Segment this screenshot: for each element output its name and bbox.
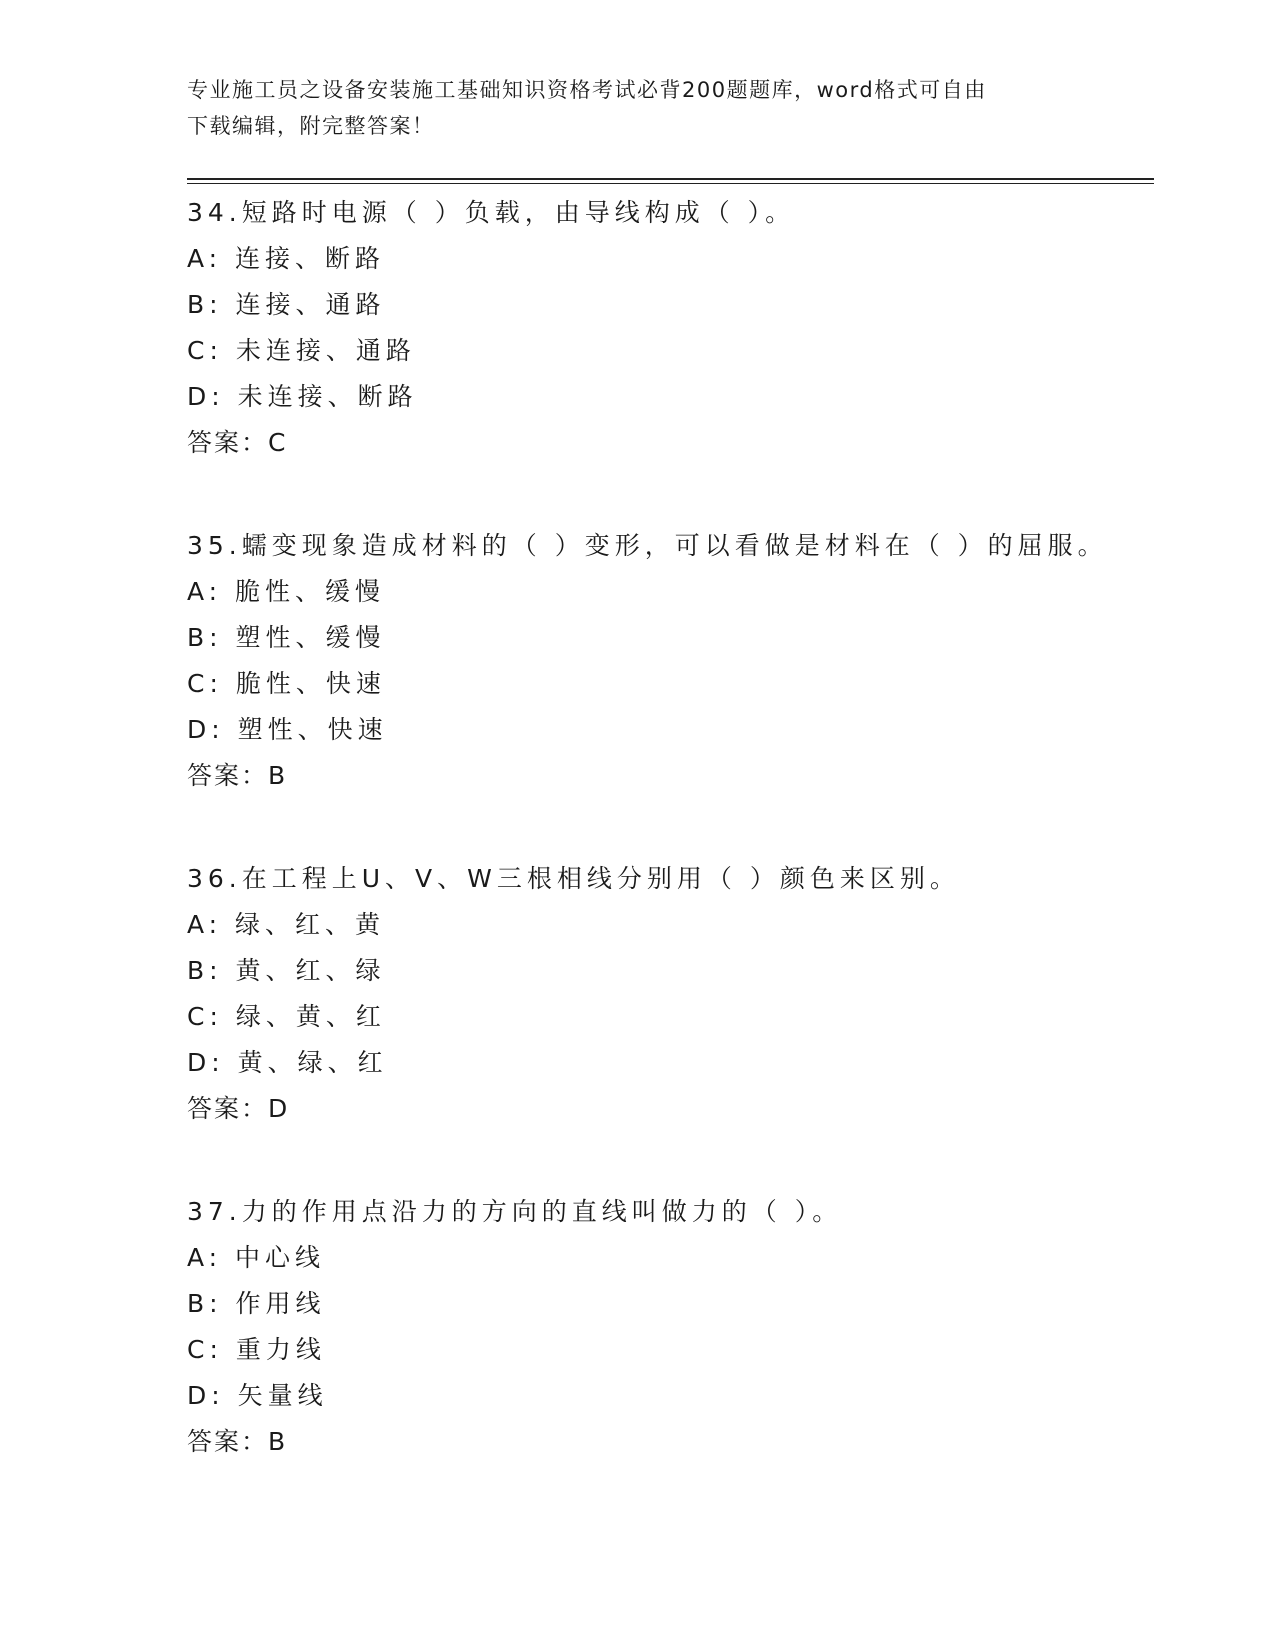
option-c: C: 脆性、快速 bbox=[187, 669, 386, 698]
question-36 bbox=[187, 856, 1147, 1132]
option-d: D: 未连接、断路 bbox=[187, 382, 418, 411]
answer-line: 答案：C bbox=[187, 428, 288, 457]
option-c: C: 绿、黄、红 bbox=[187, 1002, 386, 1031]
question-35 bbox=[187, 523, 1147, 799]
answer-line: 答案：D bbox=[187, 1094, 290, 1123]
header-divider-thin bbox=[187, 183, 1154, 184]
header-divider-thick bbox=[187, 178, 1154, 180]
question-stem: 37.力的作用点沿力的方向的直线叫做力的（ ）。 bbox=[187, 1197, 843, 1226]
option-a: A: 脆性、缓慢 bbox=[187, 577, 386, 606]
answer-line: 答案：B bbox=[187, 761, 288, 790]
option-a: A: 中心线 bbox=[187, 1243, 326, 1272]
option-d: D: 矢量线 bbox=[187, 1381, 328, 1410]
question-stem: 36.在工程上U、V、W三根相线分别用（ ）颜色来区别。 bbox=[187, 864, 960, 893]
option-c: C: 重力线 bbox=[187, 1335, 326, 1364]
option-d: D: 塑性、快速 bbox=[187, 715, 388, 744]
option-a: A: 连接、断路 bbox=[187, 244, 386, 273]
option-c: C: 未连接、通路 bbox=[187, 336, 416, 365]
answer-line: 答案：B bbox=[187, 1427, 288, 1456]
question-37 bbox=[187, 1189, 1147, 1465]
option-b: B: 塑性、缓慢 bbox=[187, 623, 386, 652]
document-header bbox=[187, 72, 1067, 144]
option-b: B: 作用线 bbox=[187, 1289, 326, 1318]
header-line-2: 下载编辑，附完整答案！ bbox=[187, 114, 435, 138]
option-b: B: 连接、通路 bbox=[187, 290, 386, 319]
question-stem: 34.短路时电源（ ）负载，由导线构成（ ）。 bbox=[187, 198, 796, 227]
option-b: B: 黄、红、绿 bbox=[187, 956, 386, 985]
option-a: A: 绿、红、黄 bbox=[187, 910, 386, 939]
question-list bbox=[187, 190, 1147, 1522]
question-34 bbox=[187, 190, 1147, 466]
question-stem: 35.蠕变现象造成材料的（ ）变形，可以看做是材料在（ ）的屈服。 bbox=[187, 531, 1108, 560]
option-d: D: 黄、绿、红 bbox=[187, 1048, 388, 1077]
header-line-1: 专业施工员之设备安装施工基础知识资格考试必背200题题库，word格式可自由 bbox=[187, 78, 987, 102]
